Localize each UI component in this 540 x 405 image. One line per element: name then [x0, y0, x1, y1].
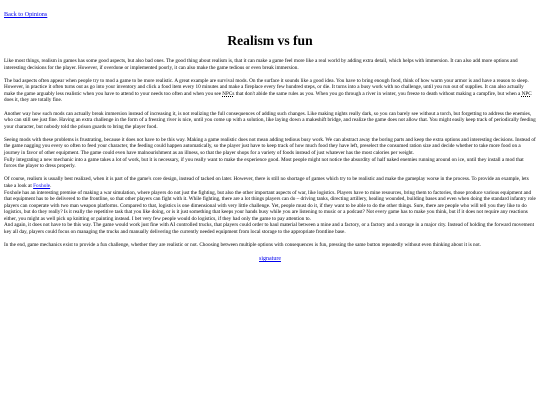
- paragraph-text: The bad aspects often appear when people try to mod a game to be more realistic. A great example are survival mods. On the surface it sounds like a good idea. You have to bring enough food, think of how warm your armor is and have a reason to sleep. However, in practice it often turns out as go into your inventory and click a food item every 10 minutes and make a fireplace every few hundred steps, or die. It turns into a busy work with no challenge, until you run out of supplies. It can also actually make the game arguably less realistic when you have to attend to your needs too often and when you see: [4, 77, 529, 97]
- npcs-abbreviation[interactable]: NPCs: [222, 90, 235, 97]
- paragraph-immersion: Another way how such mods can actually break immersion instead of increasing it, is not realizing the full consequences of adding such changes. Like making nights really dark, so you can barely see without a torch, but forgetting to address the enemies, who can still see just fine. Having an extra challenge in the form of a freezing river is nice, until you come up with a solution, like laying down a makeshift bridge, and realize the game does not allow that. You might easily keep track of periodically feeding your character, but nobody told the prison guards to bring the player food.: [4, 110, 536, 130]
- paragraph-ai-trucks: And again, it does not have to be this way. The game would work just fine with AI controlled trucks, that players could order to haul material between a mine and a factory, or a factory and a storage in a major city. Instead of holding the forward movement key all day, players could focus on managing the trucks and manually delivering the currently needed equipment from local storage to the appropriate frontline base.: [4, 222, 535, 236]
- article-body: [4, 58, 536, 249]
- paragraph-intro: Like most things, realism in games has some good aspects, but also bad ones. The good thing about realism is, that it can make a game feel more like a real world by adding extra detail, which helps with immersion. It can also add more options and interesting decisions for the player. However, if overdone or implemented poorly, it can also make the game tedious or even break immersion.: [4, 58, 518, 71]
- signature-footer: [4, 255, 536, 263]
- paragraph-text: does it, they are totally fine.: [4, 97, 63, 104]
- paragraph-core-design: [4, 176, 536, 189]
- signature-link[interactable]: signature: [259, 256, 281, 263]
- paragraph-text: that don't abide the same rules as you. When you go through a river in winter, you freeze to death without making a campfire, but when a: [234, 90, 522, 97]
- paragraph-integration: Fully integrating a new mechanic into a game takes a lot of work, but it is necessary, if you really want to make the experience good. Most people might not notice the absurdity of half naked enemies running around on ice, until they install a mod that forces the player to dress properly.: [4, 156, 524, 170]
- paragraph-survival-mods: [4, 78, 536, 104]
- back-to-opinions-link[interactable]: Back to Opinions: [4, 11, 48, 18]
- paragraph-conclusion: In the end, game mechanics exist to provide a fun challenge, whether they are realistic or not. Choosing between multiple options with consequences is fun, pressing the same button repeatedly without even thinking about it is not.: [4, 242, 481, 249]
- paragraph-text: Of course, realism is usually best realized, when it is part of the game's core design, instead of tacked on later. However, there is still no shortage of games which try to be realistic and make the gameplay worse in the process. To provide an example, lets take a look at: [4, 176, 529, 189]
- paragraph-abstraction: Seeing mods with these problems is frustrating, because it does not have to be this way. Making a game realistic does not mean adding tedious busy work. We can abstract away the boring parts and keep the extra options and interesting decisions. Instead of the game nagging you every so often to feed your character, the feeding could happen automatically, so the player just have to keep track of how much food they have left, preselect the consumed ration size and decide whether to take more food on a journey in favor of other equipment. The game could even have malnourishment as an illness, so that the player shops for a variety of foods instead of just whatever has the most calories per weight.: [4, 136, 536, 157]
- page-title: Realism vs fun: [227, 33, 313, 48]
- npc-abbreviation[interactable]: NPC: [521, 90, 532, 97]
- paragraph-text: .: [50, 182, 52, 189]
- foxhole-link[interactable]: Foxhole: [33, 182, 51, 189]
- paragraph-foxhole: Foxhole has an interesting premise of making a war simulation, where players do not just the fighting, but also the other important aspects of war, like logistics. Players have to mine resources, bring them to factories, those produce various equipment and that equipment has to be delivered to the frontline, so that other players can fight with it. While fighting, there are a lot things players can do – driving tanks, directing artillery, healing wounded, building bases and even when doing the standard infantry role players can cooperate with two man weapon platforms. Compared to that, logistics is one dimensional with very little challenge. Yet, people must do it, if they want to be able to do the other things. Sure, there are people who will tell you they like to do logistics, but do they really? Is it really the repetitive task that you like doing, or is it just something that keeps your hands busy while you are listening to music or a podcast? Not every game has to make you think, but if it does not require any reactions either, you might as well pick up knitting or painting instead. I bet very few people would do logistics, if they had only the game to pay attention to.: [4, 189, 536, 222]
